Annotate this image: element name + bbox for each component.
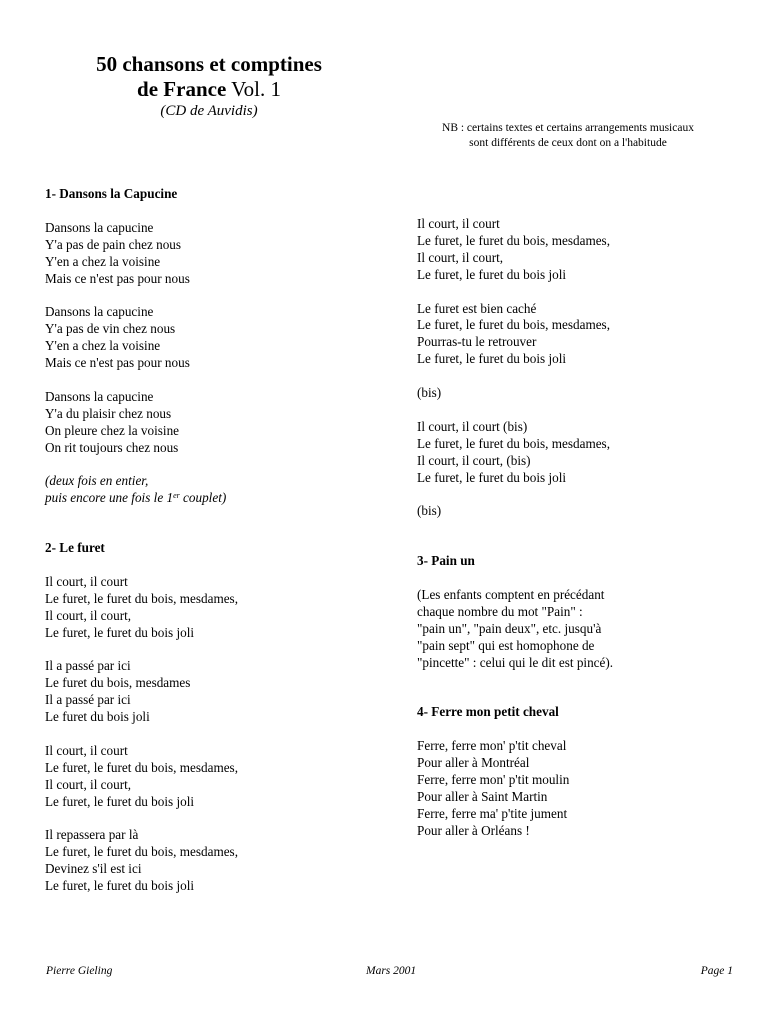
lyric-line: Le furet, le furet du bois, mesdames, xyxy=(45,590,238,606)
repeat-marker: (bis) xyxy=(417,385,442,401)
song-title: 1- Dansons la Capucine xyxy=(45,186,178,201)
footer-author: Pierre Gieling xyxy=(46,965,113,977)
lyric-line: Il court, il court xyxy=(417,216,500,231)
nb-note-line-2: sont différents de ceux dont on a l'habitude xyxy=(469,137,667,149)
title-line-2-regular: Vol. 1 xyxy=(231,77,281,101)
lyric-line: Y'a du plaisir chez nous xyxy=(45,405,172,421)
stanza xyxy=(417,301,737,369)
lyric-line: Y'a pas de pain chez nous xyxy=(45,236,182,252)
lyric-line: (Les enfants comptent en précédant xyxy=(417,586,605,602)
stanza xyxy=(45,304,365,372)
stanza xyxy=(417,738,737,839)
lyric-line: Le furet, le furet du bois, mesdames, xyxy=(45,844,238,860)
performance-note xyxy=(45,473,365,507)
note-superscript: er xyxy=(173,491,180,501)
lyric-line: Le furet, le furet du bois, mesdames, xyxy=(45,759,238,775)
stanza xyxy=(417,216,737,284)
stanza xyxy=(417,503,737,520)
stanza xyxy=(45,389,365,457)
lyric-line: Ferre, ferre ma' p'tite jument xyxy=(417,805,568,821)
lyric-line: Le furet, le furet du bois joli xyxy=(417,469,567,485)
lyric-line: Le furet, le furet du bois joli xyxy=(45,624,195,640)
lyric-line: Dansons la capucine xyxy=(45,304,154,320)
lyric-line: "pain sept" qui est homophone de xyxy=(417,637,595,653)
lyric-line: Il repassera par là xyxy=(45,827,139,843)
lyric-line: Y'en a chez la voisine xyxy=(45,338,161,354)
title-line-2-bold: de France xyxy=(137,77,227,101)
stanza xyxy=(45,574,365,642)
lyric-line: Dansons la capucine xyxy=(45,219,154,235)
performance-note-line-2 xyxy=(45,490,365,507)
song-title: 4- Ferre mon petit cheval xyxy=(417,704,559,720)
performance-note-line-1: (deux fois en entier, xyxy=(45,473,149,489)
right-column xyxy=(417,216,737,856)
lyric-line: Le furet, le furet du bois joli xyxy=(417,351,567,367)
lyric-line: Il court, il court, (bis) xyxy=(417,452,531,468)
lyric-line: On rit toujours chez nous xyxy=(45,439,179,455)
lyric-line: Le furet, le furet du bois, mesdames, xyxy=(417,317,610,333)
lyric-line: Il court, il court, xyxy=(45,776,132,792)
lyric-line: Il court, il court (bis) xyxy=(417,418,528,434)
lyric-line: Il court, il court xyxy=(45,742,128,758)
footer-page-number: Page 1 xyxy=(700,965,733,977)
stanza xyxy=(45,743,365,811)
lyric-line: Il court, il court xyxy=(45,573,128,589)
lyric-line: Pour aller à Orléans ! xyxy=(417,822,530,838)
lyric-line: Le furet du bois joli xyxy=(45,709,150,725)
lyric-line: Y'a pas de vin chez nous xyxy=(45,321,176,337)
lyric-line: Le furet, le furet du bois joli xyxy=(417,266,567,282)
lyric-line: Y'en a chez la voisine xyxy=(45,253,161,269)
lyric-line: Ferre, ferre mon' p'tit cheval xyxy=(417,738,567,754)
stanza xyxy=(417,587,737,672)
lyric-line: Le furet, le furet du bois joli xyxy=(45,793,195,809)
note-suffix: couplet) xyxy=(179,490,227,506)
stanza xyxy=(417,385,737,402)
lyric-line: Il a passé par ici xyxy=(45,692,131,708)
lyric-line: Le furet, le furet du bois joli xyxy=(45,878,195,894)
lyric-line: Mais ce n'est pas pour nous xyxy=(45,270,190,286)
footer-date: Mars 2001 xyxy=(366,965,417,977)
stanza xyxy=(45,827,365,895)
lyric-line: Le furet est bien caché xyxy=(417,300,537,316)
lyric-line: Dansons la capucine xyxy=(45,388,154,404)
lyric-line: Le furet, le furet du bois, mesdames, xyxy=(417,232,610,248)
title-line-1: 50 chansons et comptines xyxy=(96,52,322,76)
repeat-marker: (bis) xyxy=(417,503,442,519)
lyric-line: Pour aller à Saint Martin xyxy=(417,788,548,804)
lyric-line: Il a passé par ici xyxy=(45,658,131,674)
lyric-line: Le furet, le furet du bois, mesdames, xyxy=(417,435,610,451)
song-title: 2- Le furet xyxy=(45,540,105,556)
document-subtitle: (CD de Auvidis) xyxy=(160,103,258,119)
stanza xyxy=(45,658,365,726)
lyric-line: Ferre, ferre mon' p'tit moulin xyxy=(417,771,570,787)
lyric-line: Il court, il court, xyxy=(417,249,504,265)
lyric-line: Mais ce n'est pas pour nous xyxy=(45,355,190,371)
lyric-line: Pour aller à Montréal xyxy=(417,755,530,771)
document-title xyxy=(84,52,334,120)
stanza xyxy=(417,419,737,487)
lyric-line: Devinez s'il est ici xyxy=(45,861,142,877)
lyric-line: Pourras-tu le retrouver xyxy=(417,334,537,350)
song-title: 3- Pain un xyxy=(417,553,475,569)
lyric-line: "pain un", "pain deux", etc. jusqu'à xyxy=(417,620,602,636)
left-column xyxy=(45,186,365,912)
lyric-line: On pleure chez la voisine xyxy=(45,422,180,438)
lyric-line: "pincette" : celui qui le dit est pincé). xyxy=(417,654,614,670)
nb-note xyxy=(418,121,718,151)
lyric-line: Il court, il court, xyxy=(45,607,132,623)
nb-note-line-1: NB : certains textes et certains arrangements musicaux xyxy=(442,122,694,134)
note-prefix: puis encore une fois le 1 xyxy=(45,490,174,506)
lyric-line: Le furet du bois, mesdames xyxy=(45,675,191,691)
stanza xyxy=(45,220,365,288)
lyric-line: chaque nombre du mot "Pain" : xyxy=(417,603,583,619)
